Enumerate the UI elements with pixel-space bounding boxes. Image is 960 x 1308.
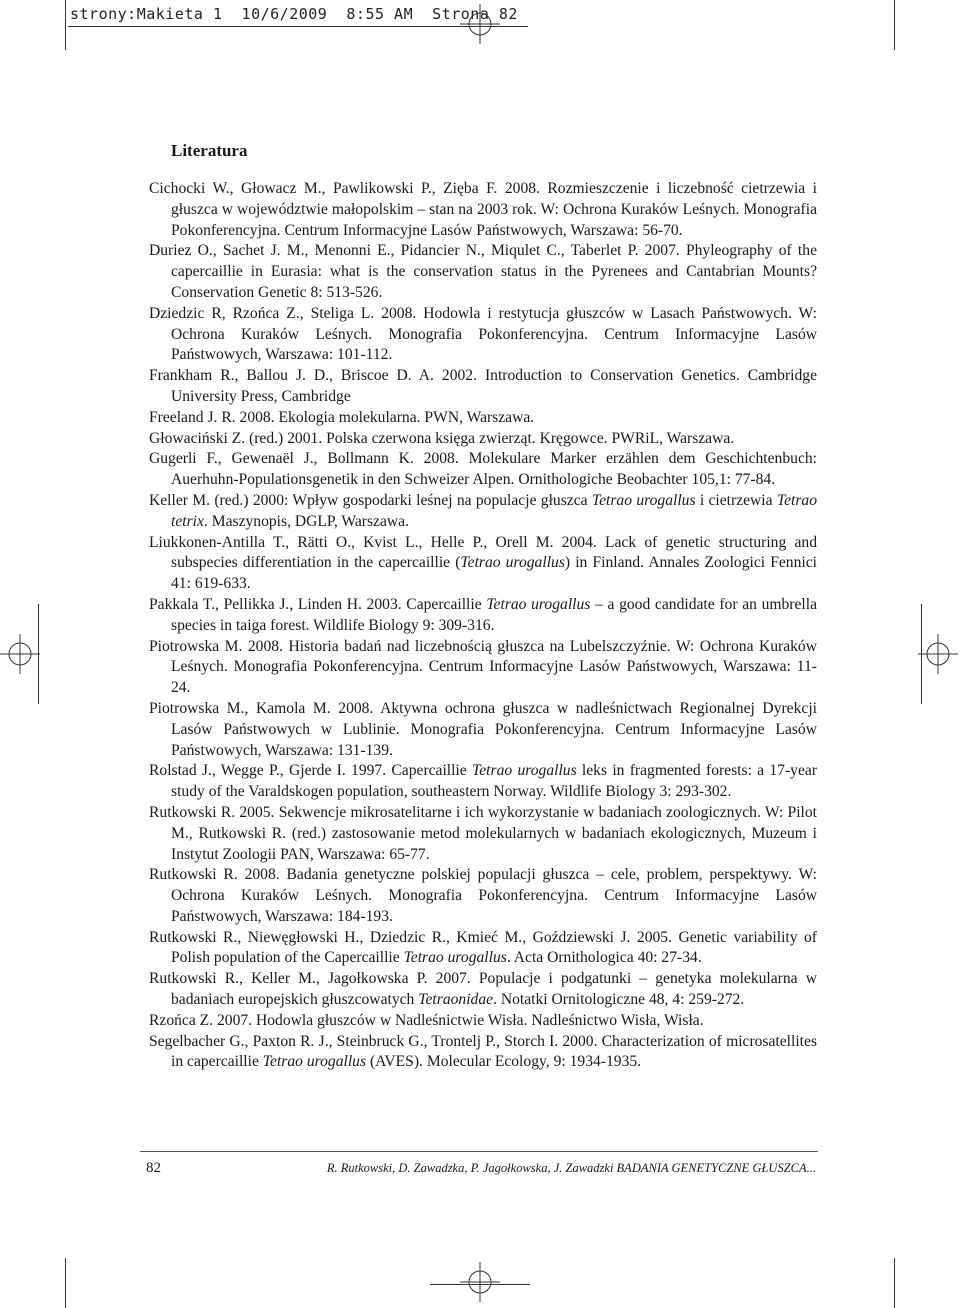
reference-text-run: Rzońca Z. 2007. Hodowla głuszców w Nadleśnictwie Wisła. Nadleśnictwo Wisła, Wisła. [149, 1011, 704, 1029]
reference-text-run: Frankham R., Ballou J. D., Briscoe D. A. 2002. Introduction to Conservation Genetics. Cambridge University Press, Cambridge [149, 367, 817, 405]
registration-bottom-tick [430, 1284, 530, 1285]
running-title: R. Rutkowski, D. Zawadzka, P. Jagołkowska, J. Zawadzki BADANIA GENETYCZNE GŁUSZCA... [326, 1161, 816, 1175]
page-number: 82 [146, 1160, 161, 1176]
reference-entry [149, 637, 817, 699]
reference-entry [149, 533, 817, 595]
section-heading: Literatura [171, 141, 248, 160]
reference-text-run: ) in Finland. Annales Zoologici Fennici 41: 619-633. [171, 554, 817, 593]
reference-text-run: Cichocki W., Głowacz M., Pawlikowski P., Zięba F. 2008. Rozmieszczenie i liczebność cietrzewia i głuszca w województwie małopolskim – stan na 2003 rok. W: Ochrona Kuraków Leśnych. Monografia Pokonferencyjna. Centrum Informacyjne Lasów Państwowych, Warszawa: 56-70. [149, 180, 817, 239]
reference-entry [149, 865, 817, 927]
reference-text-run: . Notatki Ornitologiczne 48, 4: 259-272. [493, 991, 745, 1009]
reference-text-run: Rutkowski R. 2005. Sekwencje mikrosatelitarne i ich wykorzystanie w badaniach zoologicznych. W: Pilot M., Rutkowski R. (red.) zastosowanie metod molekularnych w badaniach ekologicznych, Muzeum i Instytut Zoologii PAN, Warszawa: 65-77. [149, 803, 817, 863]
reference-text-run: Piotrowska M. 2008. Historia badań nad liczebnością głuszca na Lubelszczyźnie. W: Ochrona Kuraków Leśnych. Monografia Pokonferencyjna. Centrum Informacyjne Lasów Państwowych, Warszawa: 11-24. [149, 637, 817, 697]
reference-entry [149, 429, 817, 450]
reference-text-run: Freeland J. R. 2008. Ekologia molekularna. PWN, Warszawa. [149, 408, 535, 426]
printer-slug: strony:Makieta 1 10/6/2009 8:55 AM Strona 82 [70, 5, 518, 23]
reference-italic-run: Tetrao urogallus [460, 554, 565, 572]
reference-italic-run: Tetrao urogallus [472, 762, 577, 780]
reference-text-run: Segelbacher G., Paxton R. J., Steinbruck G., Trontelj P., Storch I. 2000. Characterization of microsatellites in capercaillie [149, 1032, 817, 1071]
reference-text-run: leks in fragmented forests: a 17-year study of the Varaldskogen population, southeastern Norway. Wildlife Biology 3: 293-302. [171, 762, 817, 801]
reference-text-run: Duriez O., Sachet J. M., Menonni E., Pidancier N., Miqulet C., Taberlet P. 2007. Phyleography of the capercaillie in Eurasia: what is the conservation status in the Pyrenees and Cantabrian Mounts? Conservation Genetic 8: 513-526. [149, 242, 817, 301]
reference-entry [149, 241, 817, 303]
reference-text-run: Liukkonen-Antilla T., Rätti O., Kvist L., Helle P., Orell M. 2004. Lack of genetic structuring and subspecies differentiation in the capercaillie ( [149, 533, 817, 572]
reference-italic-run: Tetraonidae [418, 991, 494, 1009]
reference-entry [149, 969, 817, 1011]
slug-underline [68, 26, 528, 27]
reference-italic-run: Tetrao urogallus [486, 595, 591, 613]
reference-text-run: (AVES). Molecular Ecology, 9: 1934-1935. [366, 1053, 642, 1071]
reference-text-run: Rutkowski R., Niewęgłowski H., Dziedzic R., Kmieć M., Goździewski J. 2005. Genetic variability of Polish population of the Capercaillie [149, 928, 817, 967]
crop-mark-bottom-left [65, 1258, 66, 1308]
registration-right-tick [921, 604, 922, 704]
registration-mark-top [460, 4, 500, 44]
registration-mark-left [0, 634, 40, 674]
reference-text-run: Rutkowski R., Keller M., Jagołkowska P. 2007. Populacje i podgatunki – genetyka molekularna w badaniach europejskich głuszcowatych [149, 970, 817, 1009]
reference-text-run: Pakkala T., Pellikka J., Linden H. 2003. Capercaillie [149, 595, 487, 613]
reference-italic-run: Tetrao urogallus [591, 491, 696, 509]
reference-entry [149, 179, 817, 241]
reference-text-run: . Maszynopis, DGLP, Warszawa. [203, 512, 409, 530]
reference-entry [149, 1011, 817, 1032]
reference-entry [149, 595, 817, 637]
reference-entry [149, 449, 817, 491]
crop-mark-top-left [65, 0, 66, 50]
reference-list [149, 179, 817, 1073]
reference-text-run: Rolstad J., Wegge P., Gjerde I. 1997. Capercaillie [149, 762, 473, 780]
reference-text-run: Głowaciński Z. (red.) 2001. Polska czerwona księga zwierząt. Kręgowce. PWRiL, Warszawa. [149, 429, 735, 447]
crop-mark-bottom-right [894, 1258, 895, 1308]
registration-left-tick [38, 604, 39, 704]
reference-text-run: Rutkowski R. 2008. Badania genetyczne polskiej populacji głuszca – cele, problem, perspektywy. W: Ochrona Kuraków Leśnych. Monografia Pokonferencyjna. Centrum Informacyjne Lasów Państwowych, Warszawa: 184-193. [149, 866, 817, 925]
reference-text-run: i cietrzewia [695, 491, 777, 509]
reference-text-run: Dziedzic R, Rzońca Z., Steliga L. 2008. Hodowla i restytucja głuszców w Lasach Państwowych. W: Ochrona Kuraków Leśnych. Monografia Pokonferencyjna. Centrum Informacyjne Lasów Państwowych, Warszawa: 101-112. [149, 304, 817, 364]
reference-entry [149, 304, 817, 366]
reference-entry [149, 761, 817, 803]
registration-mark-right [918, 634, 958, 674]
reference-entry [149, 803, 817, 865]
reference-text-run: Piotrowska M., Kamola M. 2008. Aktywna ochrona głuszca w nadleśnictwach Regionalnej Dyrekcji Lasów Państwowych w Lublinie. Monografia Pokonferencyjna. Centrum Informacyjne Lasów Państwowych, Warszawa: 131-139. [149, 699, 817, 759]
reference-entry [149, 928, 817, 970]
reference-italic-run: Tetrao tetrix [171, 491, 818, 530]
reference-entry [149, 1032, 817, 1074]
reference-italic-run: Tetrao urogallus [403, 949, 507, 967]
reference-entry [149, 366, 817, 408]
reference-text-run: Gugerli F., Gewenaël J., Bollmann K. 2008. Molekulare Marker erzählen dem Geschichtenbuch: Auerhuhn-Populationsgenetik in den Schweizer Alpen. Ornithologiche Beobachter 105,1: 77-84. [149, 450, 817, 489]
footer-rule [140, 1151, 818, 1152]
reference-entry [149, 408, 817, 429]
registration-mark-bottom [460, 1262, 500, 1302]
reference-text-run: . Acta Ornithologica 40: 27-34. [506, 949, 702, 967]
crop-mark-top-right [894, 0, 895, 50]
reference-entry [149, 699, 817, 761]
reference-entry [149, 491, 817, 533]
reference-text-run: Keller M. (red.) 2000: Wpływ gospodarki leśnej na populacje głuszca [149, 491, 592, 509]
reference-italic-run: Tetrao urogallus [262, 1053, 367, 1071]
reference-text-run: – a good candidate for an umbrella species in taiga forest. Wildlife Biology 9: 309-316. [171, 595, 818, 634]
